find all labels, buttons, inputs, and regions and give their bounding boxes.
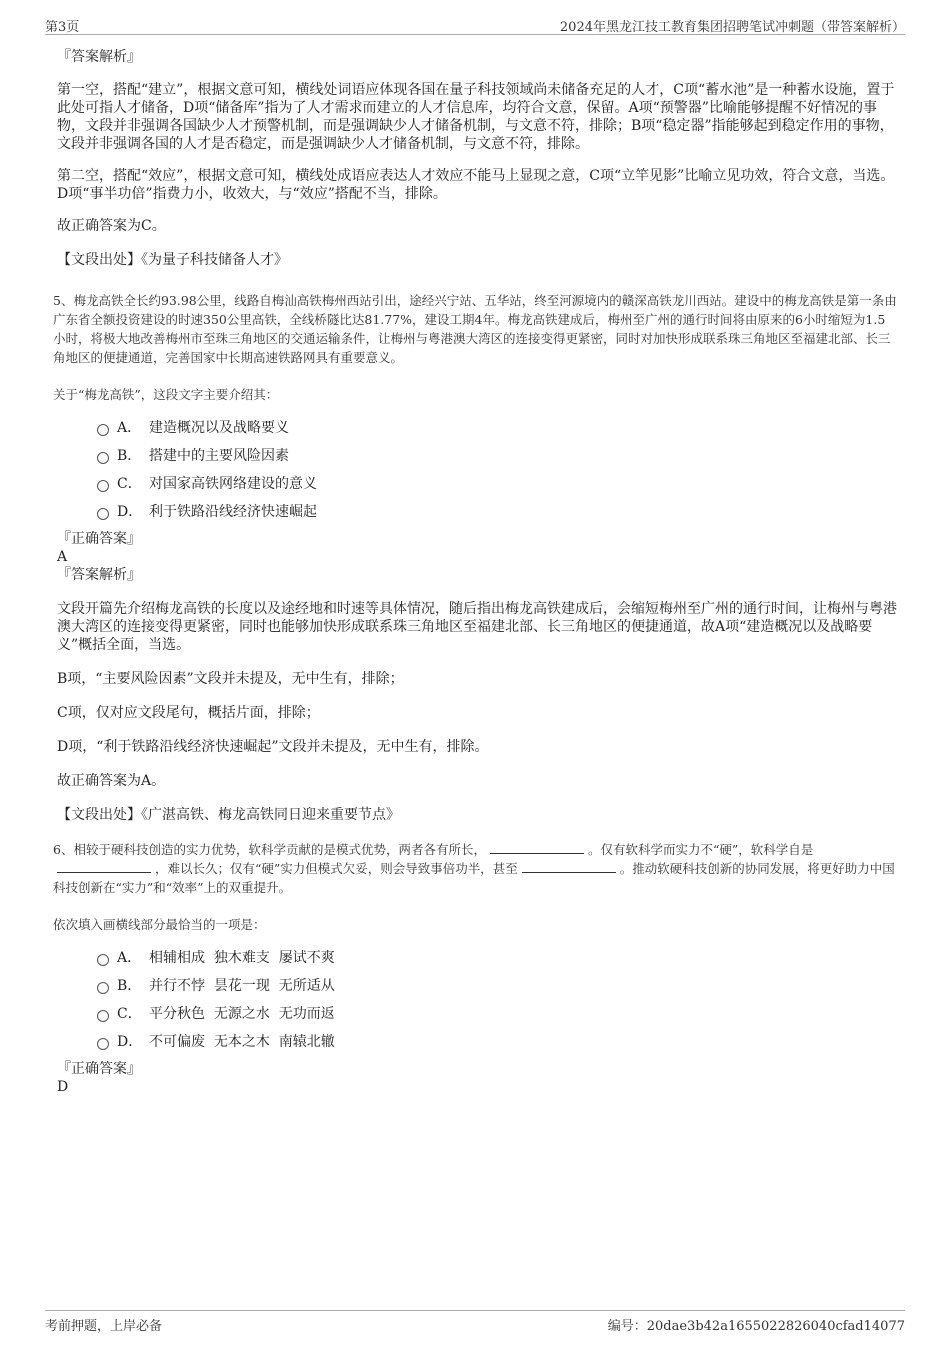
q5-analysis-p3: C项，仅对应文段尾句，概括片面，排除；: [57, 705, 320, 721]
q5-conclusion: 故正确答案为A。: [57, 773, 166, 789]
document-id: 编号：20dae3b42a1655022826040cfad14077: [607, 1319, 905, 1334]
q5-prompt: 关于“梅龙高铁”，这段文字主要介绍其：: [53, 387, 279, 402]
radio-icon[interactable]: [97, 480, 109, 492]
q4-analysis-p2: 第二空，搭配“效应”，根据文意可知，横线处成语应表达人才效应不能马上显现之意，C项“立竿见影”比喻立见功效，符合文意，当选。D项“事半功倍”指费力小，收效大，与“效应”搭配不当，排除。: [57, 168, 895, 202]
page-footer: [45, 1310, 905, 1333]
q5-analysis-p1: 文段开篇先介绍梅龙高铁的长度以及途经地和时速等具体情况，随后指出梅龙高铁建成后，会缩短梅州至广州的通行时间，让梅州与粤港澳大湾区的连接变得更紧密，同时也能够加快形成联系珠三角地区至福建北部、长三角地区的便捷通道，故A项“建造概况以及战略要义”概括全面，当选。: [57, 601, 897, 653]
q4-analysis-p1: 第一空，搭配“建立”，根据文意可知，横线处词语应体现各国在量子科技领域尚未储备充足的人才，C项“蓄水池”是一种蓄水设施，置于此处可指人才储备，D项“储备库”指为了人才需求而建立的人才信息库，均符合文意，保留。A项“预警器”比喻能够提醒不好情况的事物，文段并非强调各国缺少人才预警机制，而是强调缺少人才储备机制，与文意不符，排除；B项“稳定器”指能够起到稳定作用的事物，文段并非强调各国的人才是否稳定，而是强调缺少人才储备机制，与文意不符，排除。: [57, 82, 895, 152]
blank-3: [522, 860, 616, 873]
q5-options: [57, 418, 897, 530]
radio-icon[interactable]: [97, 508, 109, 520]
radio-icon[interactable]: [97, 452, 109, 464]
q6-answer-tag: 『正确答案』: [57, 1061, 141, 1077]
q4-conclusion: 故正确答案为C。: [57, 218, 166, 234]
q4-analysis-tag: 『答案解析』: [57, 49, 141, 65]
q5-analysis-p4: D项，“利于铁路沿线经济快速崛起”文段并未提及，无中生有，排除。: [57, 739, 489, 755]
q5-analysis-p2: B项，“主要风险因素”文段并未提及，无中生有，排除；: [57, 671, 404, 687]
blank-2: [57, 860, 151, 873]
q5-answer: A: [57, 549, 68, 565]
radio-icon[interactable]: [97, 1010, 109, 1022]
q6-option-b[interactable]: B． 并行不悖 昙花一现 无所适从: [57, 976, 897, 1004]
radio-icon[interactable]: [97, 1038, 109, 1050]
q6-option-a[interactable]: A． 相辅相成 独木难支 屡试不爽: [57, 948, 897, 976]
page-content: [53, 48, 897, 1096]
q6-option-d[interactable]: D． 不可偏废 无本之木 南辕北辙: [57, 1032, 897, 1060]
q6-option-c[interactable]: C． 平分秋色 无源之水 无功而返: [57, 1004, 897, 1032]
q5-option-d[interactable]: D． 利于铁路沿线经济快速崛起: [57, 502, 897, 530]
q5-answer-tag: 『正确答案』: [57, 531, 141, 547]
q5-option-b[interactable]: B． 搭建中的主要风险因素: [57, 446, 897, 474]
radio-icon[interactable]: [97, 982, 109, 994]
q5-stem: 5、梅龙高铁全长约93.98公里，线路自梅汕高铁梅州西站引出，途经兴宁站、五华站，终至河源境内的赣深高铁龙川西站。建设中的梅龙高铁是第一条由广东省全额投资建设的时速350公里高铁，全线桥隧比达81.77%，建设工期4年。梅龙高铁建成后，梅州至广州的通行时间将由原来的6小时缩短为1.5小时，将极大地改善梅州市至珠三角地区的交通运输条件，让梅州与粤港澳大湾区的连接变得更紧密，同时对加快形成联系珠三角地区至福建北部、长三角地区的便捷通道，完善国家中长期高速铁路网具有重要意义。: [53, 293, 897, 365]
q4-source: 【文段出处】《为量子科技储备人才》: [57, 252, 288, 268]
radio-icon[interactable]: [97, 954, 109, 966]
q5-source: 【文段出处】《广湛高铁、梅龙高铁同日迎来重要节点》: [57, 807, 400, 823]
document-title: 2024年黑龙江技工教育集团招聘笔试冲刺题（带答案解析）: [559, 20, 905, 35]
q5-option-a[interactable]: A． 建造概况以及战略要义: [57, 418, 897, 446]
page-number: 第3页: [45, 20, 80, 35]
q6-answer: D: [57, 1079, 69, 1095]
q6-prompt: 依次填入画横线部分最恰当的一项是：: [53, 917, 266, 932]
page-header: [45, 14, 905, 35]
q5-option-c[interactable]: C． 对国家高铁网络建设的意义: [57, 474, 897, 502]
q6-stem: 6、相较于硬科技创造的实力优势，软科学贡献的是模式优势，两者各有所长， 。仅有软科学而实力不“硬”，软科学自是，难以长久；仅有“硬”实力但模式欠妥，则会导致事倍功半，甚至 。推动软硬科技创新的协同发展，将更好助力中国科技创新在“实力”和“效率”上的双重提升。: [53, 842, 895, 895]
radio-icon[interactable]: [97, 424, 109, 436]
q6-options: [57, 948, 897, 1060]
blank-1: [490, 841, 584, 854]
footer-slogan: 考前押题，上岸必备: [45, 1319, 163, 1334]
q5-analysis-tag: 『答案解析』: [57, 567, 141, 583]
